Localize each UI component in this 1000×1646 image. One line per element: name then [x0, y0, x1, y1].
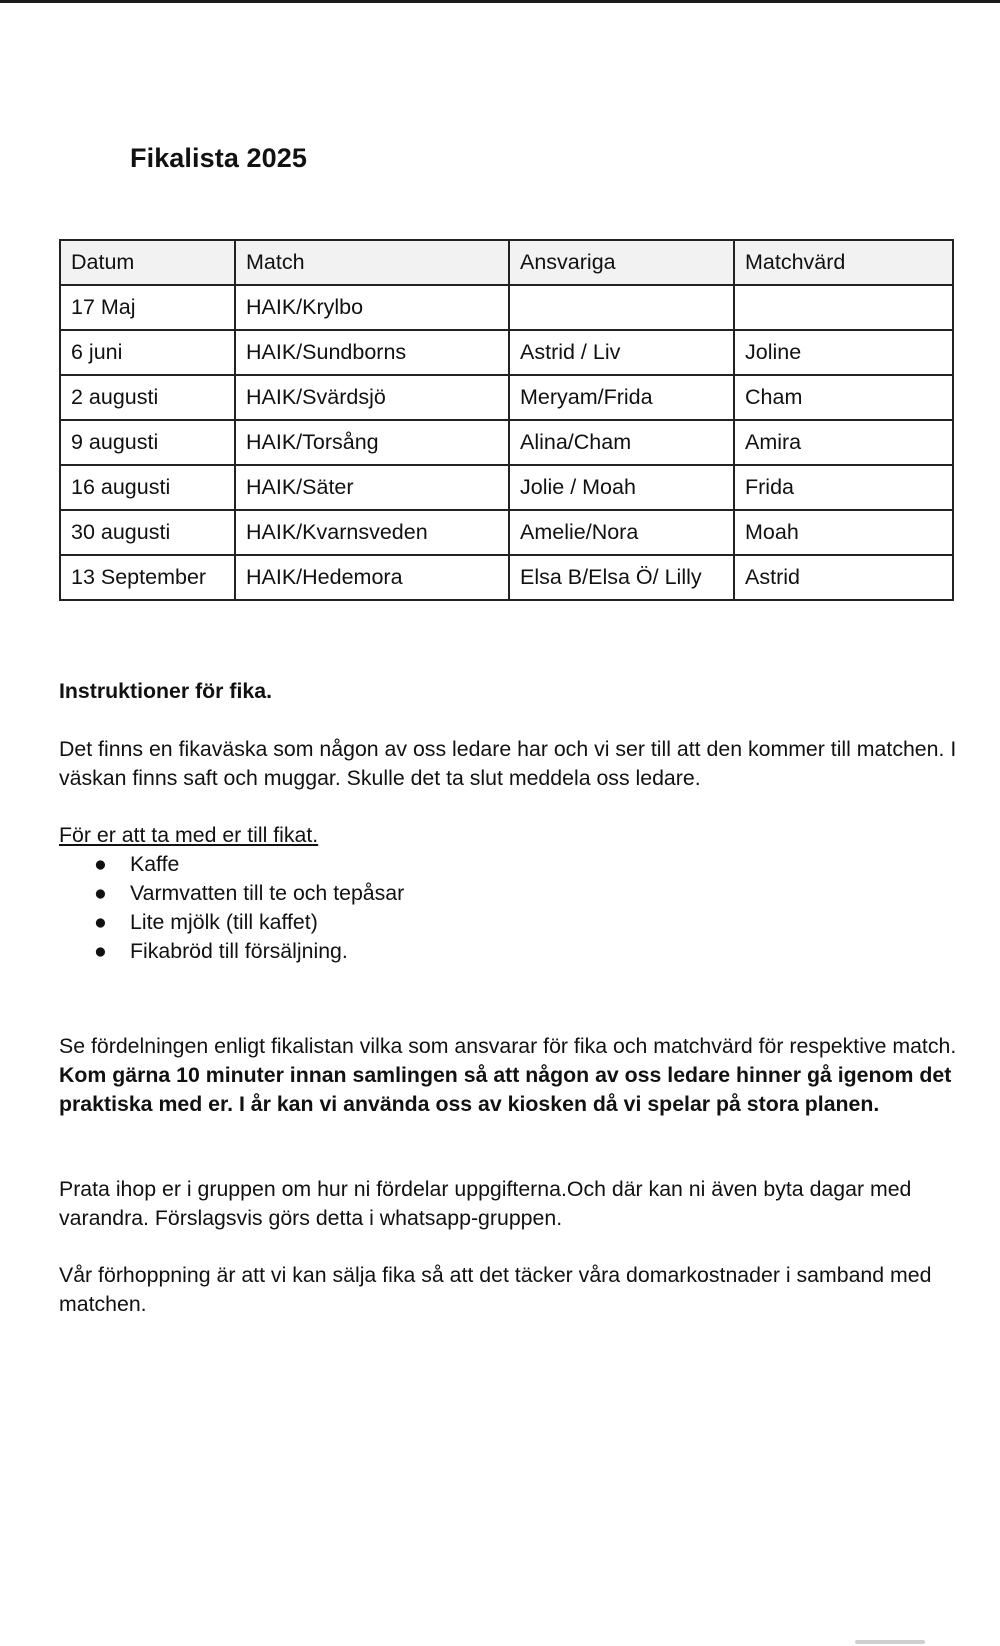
- table-row: [60, 420, 953, 465]
- bullet-icon: ●: [94, 939, 107, 963]
- list-item: [59, 937, 404, 966]
- table-row: [60, 465, 953, 510]
- bring-list-heading: För er att ta med er till fikat.: [59, 823, 319, 847]
- cell-date: 16 augusti: [60, 465, 235, 510]
- cell-responsible: Alina/Cham: [509, 420, 734, 465]
- cell-responsible: Amelie/Nora: [509, 510, 734, 555]
- list-item: [59, 908, 404, 937]
- fika-schedule-table: [59, 239, 954, 601]
- table-header-row: [60, 240, 953, 285]
- cell-responsible: Jolie / Moah: [509, 465, 734, 510]
- page-title: Fikalista 2025: [130, 143, 308, 173]
- list-item: [59, 879, 404, 908]
- header-ansvariga: Ansvariga: [509, 240, 734, 285]
- bring-list: [59, 850, 404, 966]
- cell-date: 13 September: [60, 555, 235, 600]
- table-row: [60, 510, 953, 555]
- bullet-icon: ●: [94, 881, 107, 905]
- cell-host: Joline: [734, 330, 953, 375]
- top-border: [0, 0, 1000, 3]
- cell-host: Amira: [734, 420, 953, 465]
- header-matchvard: Matchvärd: [734, 240, 953, 285]
- cell-date: 6 juni: [60, 330, 235, 375]
- header-match: Match: [235, 240, 509, 285]
- table-row: [60, 555, 953, 600]
- list-item: [59, 850, 404, 879]
- distribution-text: Se fördelningen enligt fikalistan vilka som ansvarar för fika och matchvärd för respektive match.: [59, 1034, 957, 1058]
- cell-date: 17 Maj: [60, 285, 235, 330]
- header-datum: Datum: [60, 240, 235, 285]
- list-item-label: Fikabröd till försäljning.: [130, 939, 348, 963]
- cell-date: 9 augusti: [60, 420, 235, 465]
- cell-responsible: [509, 285, 734, 330]
- cell-responsible: Meryam/Frida: [509, 375, 734, 420]
- cell-match: HAIK/Sundborns: [235, 330, 509, 375]
- table-row: [60, 375, 953, 420]
- cell-host: Moah: [734, 510, 953, 555]
- cell-date: 30 augusti: [60, 510, 235, 555]
- cell-host: Frida: [734, 465, 953, 510]
- cell-responsible: Elsa B/Elsa Ö/ Lilly: [509, 555, 734, 600]
- table-row: [60, 330, 953, 375]
- cell-match: HAIK/Kvarnsveden: [235, 510, 509, 555]
- cell-match: HAIK/Säter: [235, 465, 509, 510]
- cell-responsible: Astrid / Liv: [509, 330, 734, 375]
- cell-match: HAIK/Hedemora: [235, 555, 509, 600]
- instructions-heading: Instruktioner för fika.: [59, 679, 273, 703]
- discuss-paragraph: Prata ihop er i gruppen om hur ni fördelar uppgifterna.Och där kan ni även byta dagar med varandra. Förslagsvis görs detta i whatsapp-gruppen.: [59, 1177, 912, 1230]
- cell-match: HAIK/Torsång: [235, 420, 509, 465]
- distribution-paragraph: [59, 1032, 959, 1119]
- list-item-label: Varmvatten till te och tepåsar: [130, 881, 405, 905]
- cell-host: [734, 285, 953, 330]
- table-row: [60, 285, 953, 330]
- distribution-bold-text: Kom gärna 10 minuter innan samlingen så att någon av oss ledare hinner gå igenom det praktiska med er. I år kan vi använda oss av kiosken då vi spelar på stora planen.: [59, 1063, 952, 1116]
- cell-match: HAIK/Krylbo: [235, 285, 509, 330]
- bullet-icon: ●: [94, 852, 107, 876]
- list-item-label: Lite mjölk (till kaffet): [130, 910, 318, 934]
- cell-host: Astrid: [734, 555, 953, 600]
- instructions-intro: Det finns en fikaväska som någon av oss ledare har och vi ser till att den kommer till matchen. I väskan finns saft och muggar. Skulle det ta slut meddela oss ledare.: [59, 737, 957, 790]
- hope-paragraph: Vår förhoppning är att vi kan sälja fika så att det täcker våra domarkostnader i samband med matchen.: [59, 1263, 932, 1316]
- cell-host: Cham: [734, 375, 953, 420]
- scroll-indicator: [855, 1640, 925, 1644]
- bullet-icon: ●: [94, 910, 107, 934]
- cell-match: HAIK/Svärdsjö: [235, 375, 509, 420]
- cell-date: 2 augusti: [60, 375, 235, 420]
- list-item-label: Kaffe: [130, 852, 180, 876]
